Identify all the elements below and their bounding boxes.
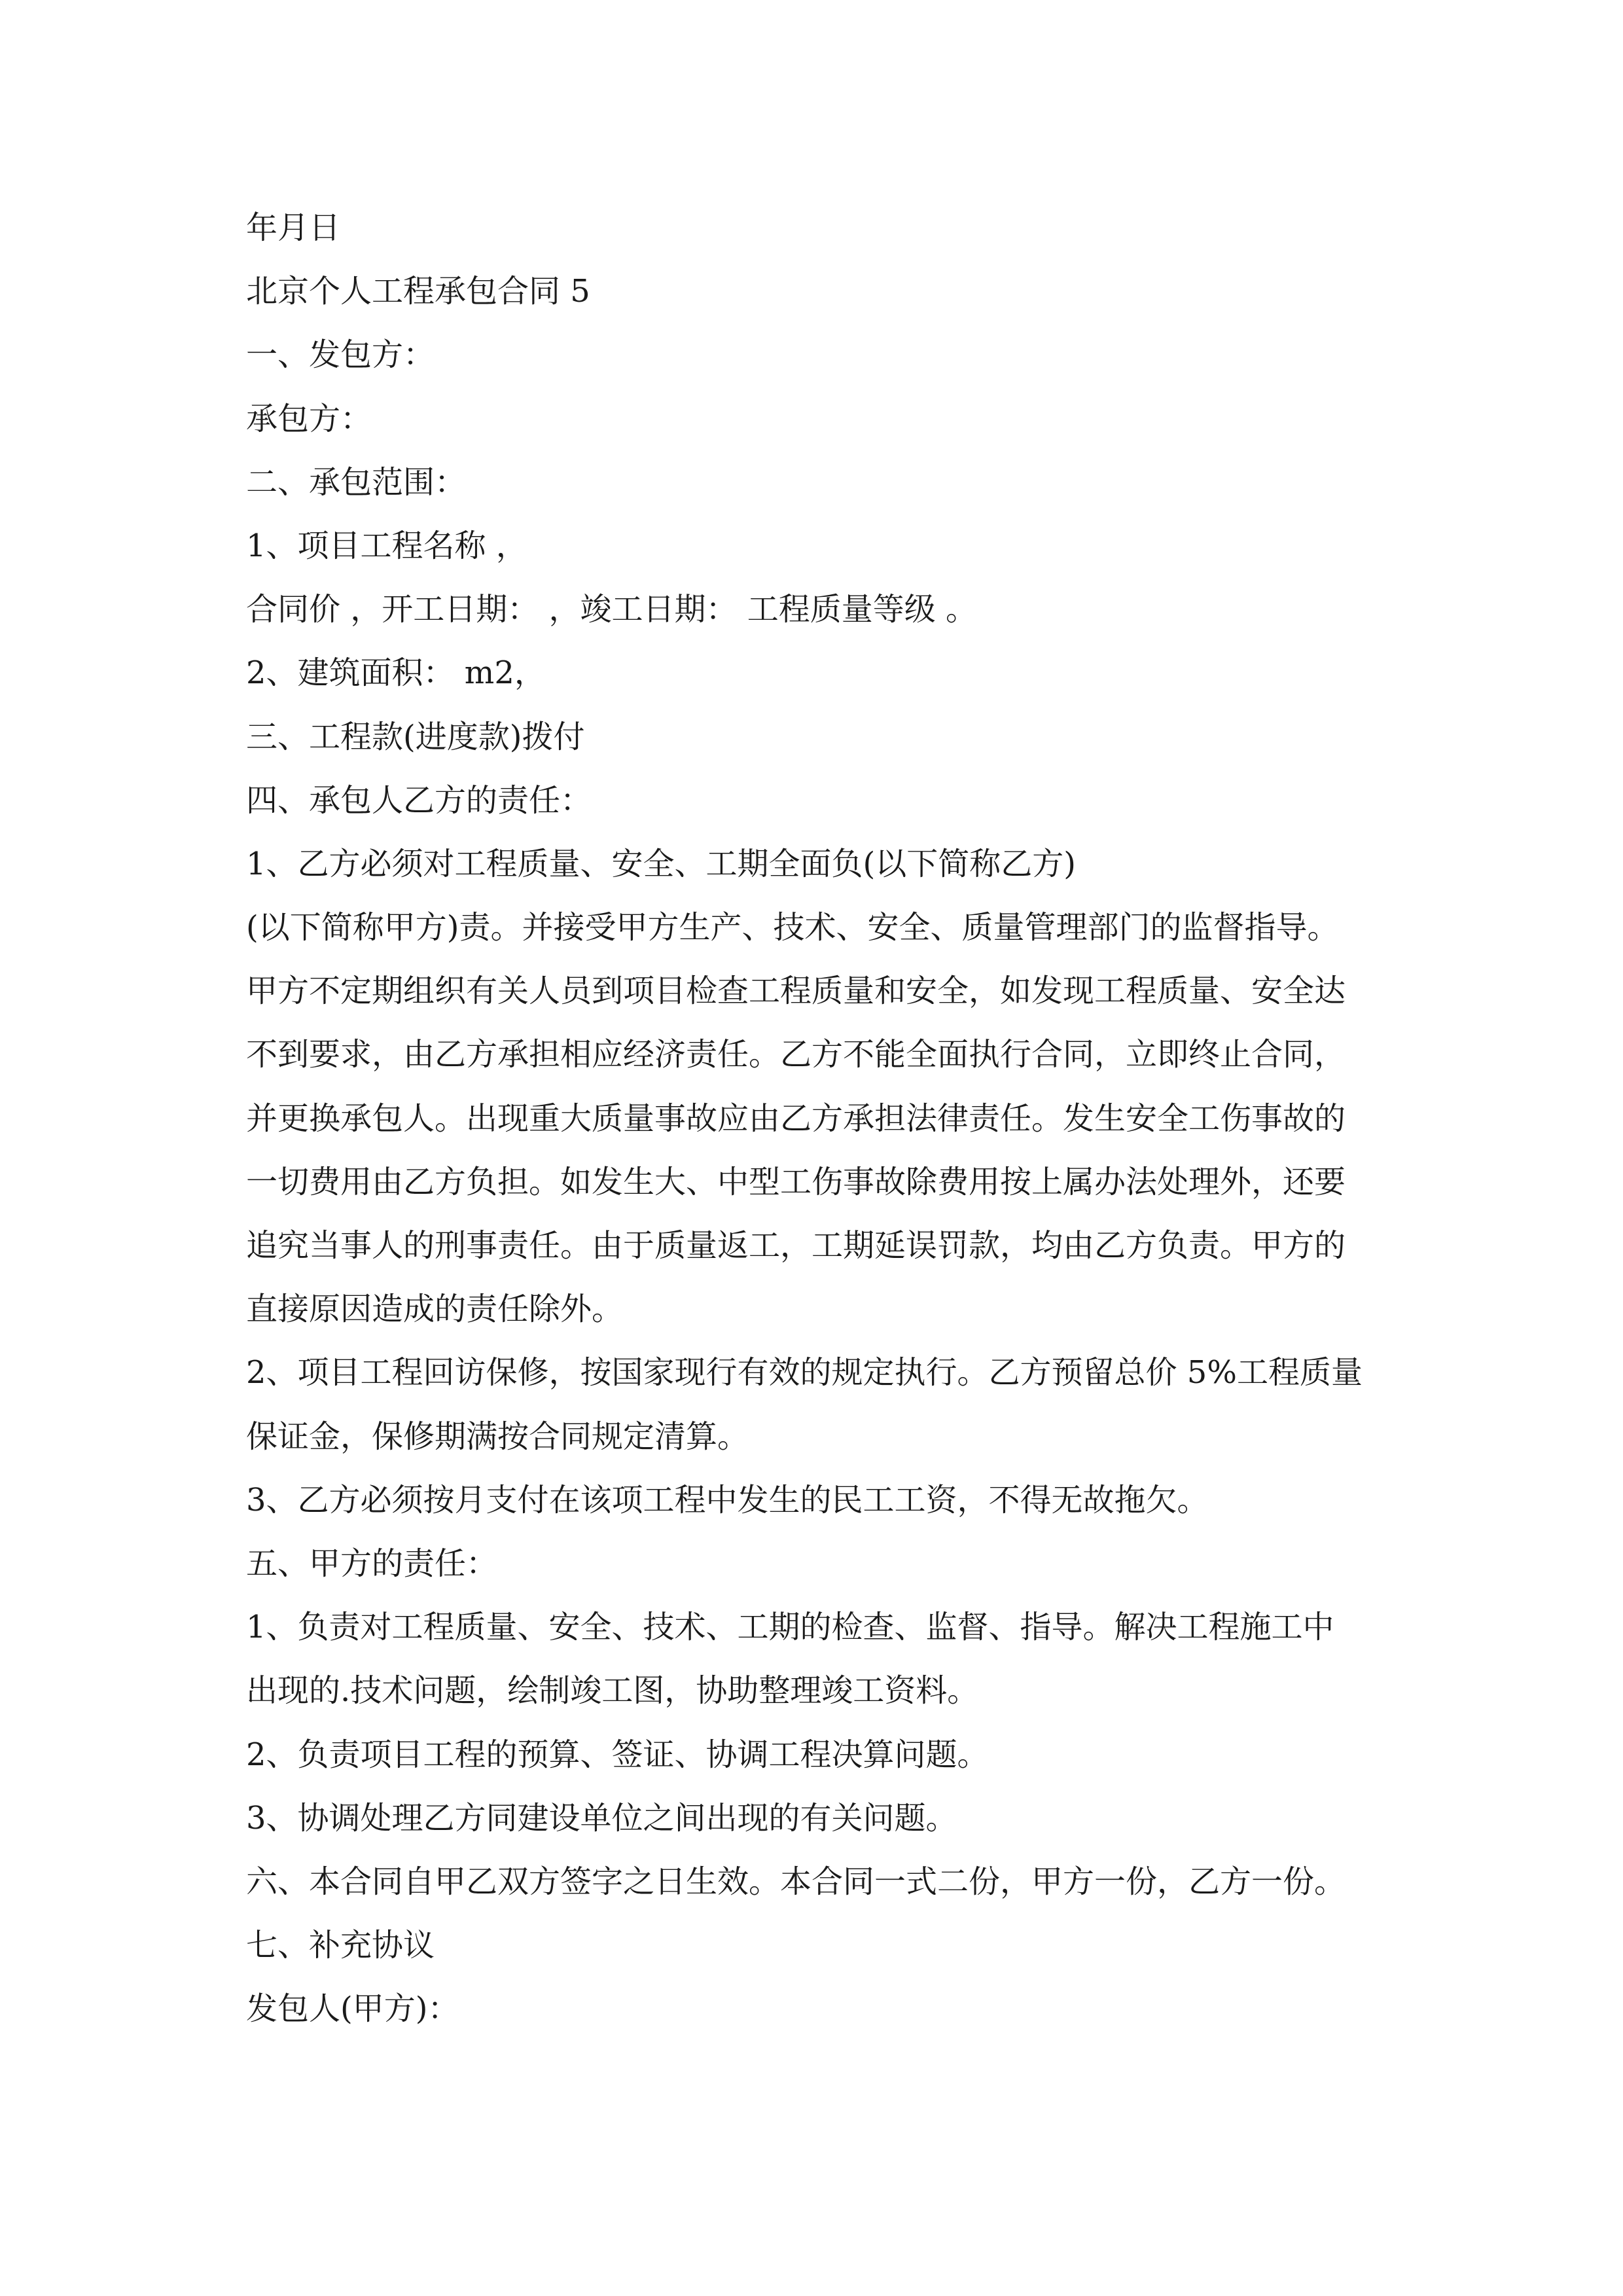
date-line: 年月日	[246, 209, 341, 246]
section-heading: 四、承包人乙方的责任：	[246, 781, 592, 819]
contract-title: 北京个人工程承包合同 5	[246, 273, 590, 310]
text-line: 1、乙方必须对工程质量、安全、工期全面负(以下简称乙方)	[246, 845, 1076, 882]
text-line: 一切费用由乙方负担。如发生大、中型工伤事故除费用按上属办法处理外，还要	[246, 1163, 1346, 1200]
signature-line: 发包人(甲方)：	[246, 1990, 459, 2028]
text-line: 并更换承包人。出现重大质量事故应由乙方承担法律责任。发生安全工伤事故的	[246, 1100, 1346, 1137]
section-heading: 一、发包方：	[246, 336, 435, 374]
section-heading: 七、补充协议	[246, 1927, 435, 1964]
text-line: 合同价 ，开工日期： ，竣工日期： 工程质量等级 。	[246, 591, 978, 628]
text-line: 直接原因造成的责任除外。	[246, 1291, 624, 1328]
section-heading: 二、承包范围：	[246, 463, 467, 501]
text-line: 2、负责项目工程的预算、签证、协调工程决算问题。	[246, 1736, 989, 1773]
text-line: 甲方不定期组织有关人员到项目检查工程质量和安全，如发现工程质量、安全达	[246, 973, 1346, 1010]
section-heading: 六、本合同自甲乙双方签字之日生效。本合同一式二份，甲方一份，乙方一份。	[246, 1863, 1346, 1900]
text-line: 出现的.技术问题，绘制竣工图，协助整理竣工资料。	[246, 1672, 979, 1710]
text-line: 保证金，保修期满按合同规定清算。	[246, 1418, 749, 1455]
text-line: (以下简称甲方)责。并接受甲方生产、技术、安全、质量管理部门的监督指导。	[246, 909, 1339, 946]
text-line: 3、协调处理乙方同建设单位之间出现的有关问题。	[246, 1799, 957, 1837]
section-heading: 五、甲方的责任：	[246, 1545, 498, 1582]
text-line: 1、负责对工程质量、安全、技术、工期的检查、监督、指导。解决工程施工中	[246, 1609, 1334, 1646]
text-line: 1、项目工程名称 ，	[246, 527, 527, 564]
text-line: 承包方：	[246, 400, 372, 437]
text-line: 2、建筑面积： m2，	[246, 655, 546, 692]
text-line: 不到要求，由乙方承担相应经济责任。乙方不能全面执行合同，立即终止合同，	[246, 1036, 1346, 1073]
text-line: 追究当事人的刑事责任。由于质量返工，工期延误罚款，均由乙方负责。甲方的	[246, 1227, 1346, 1264]
text-line: 2、项目工程回访保修，按国家现行有效的规定执行。乙方预留总价 5%工程质量	[246, 1354, 1363, 1391]
contract-body	[246, 196, 1398, 2041]
section-heading: 三、工程款(进度款)拨付	[246, 718, 585, 755]
text-line: 3、乙方必须按月支付在该项工程中发生的民工工资，不得无故拖欠。	[246, 1481, 1209, 1518]
